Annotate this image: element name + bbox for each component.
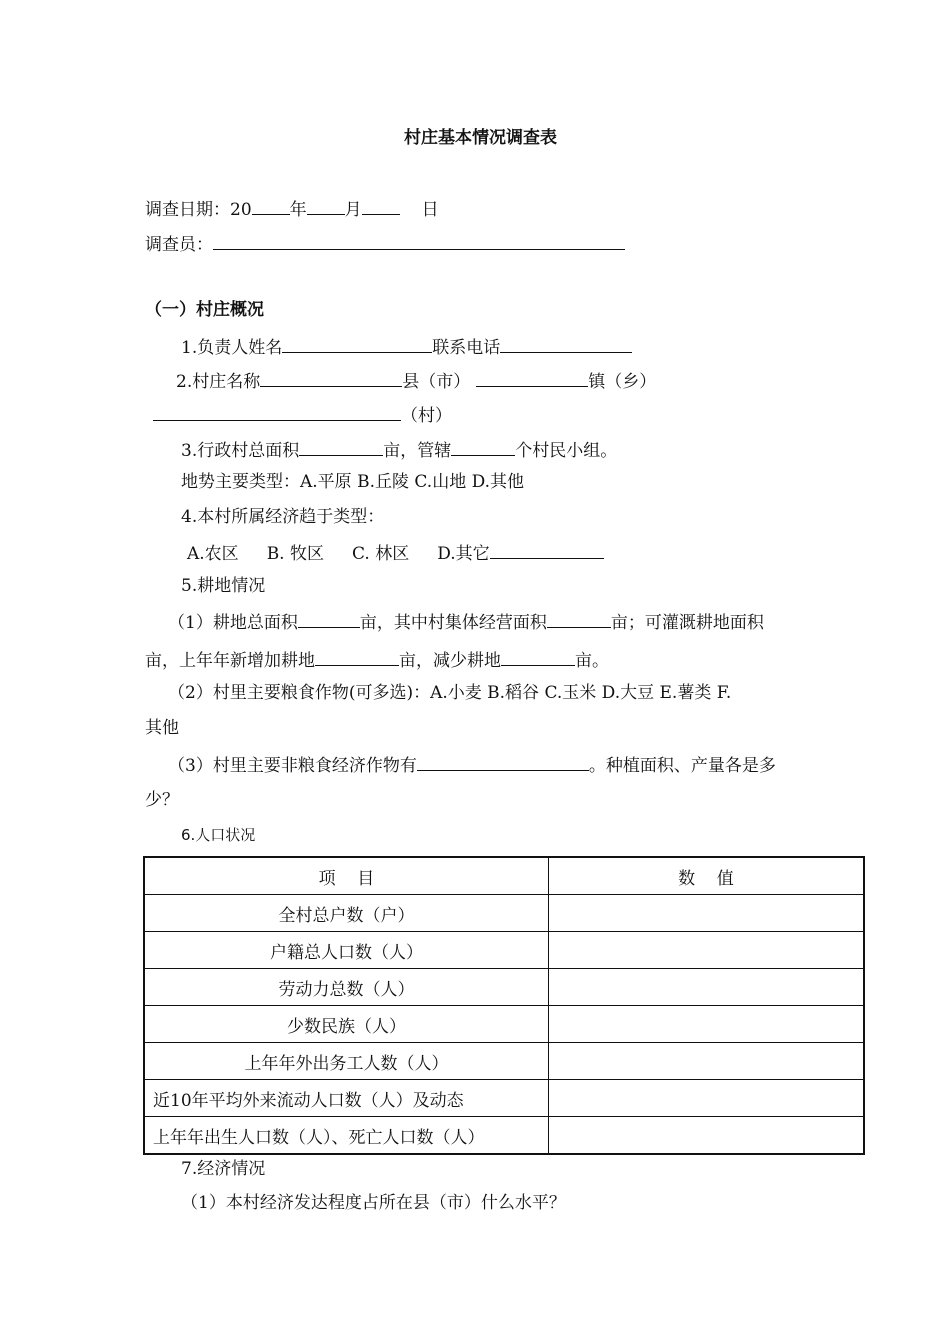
q3-area-label: 3.行政村总面积: [181, 441, 300, 461]
q5-1-reduce-label: 亩，减少耕地: [399, 651, 501, 671]
q5-3-line2: 少？: [145, 790, 179, 810]
q4-line: 4.本村所属经济趋于类型：: [181, 507, 385, 527]
q3-mu-label: 亩，管辖: [383, 441, 452, 461]
table-row: [144, 1080, 864, 1117]
table-row: [144, 969, 864, 1006]
q6-line: 6.人口状况: [181, 826, 256, 844]
village-blank[interactable]: [260, 368, 402, 387]
q2-village-label: 2.村庄名称: [176, 372, 261, 392]
table-header-row: [144, 857, 864, 895]
surveyor-line: [145, 231, 625, 256]
day-blank[interactable]: [362, 196, 400, 215]
new-arable-blank[interactable]: [315, 647, 399, 666]
row-label: 上年年出生人口数（人）、死亡人口数（人）: [144, 1117, 548, 1155]
row-label: 户籍总人口数（人）: [144, 932, 548, 969]
collective-blank[interactable]: [547, 609, 611, 628]
year-label: 年: [289, 200, 307, 220]
value-cell[interactable]: [548, 969, 864, 1006]
q2-county-label: 县（市）: [402, 372, 471, 392]
header-item: 项 目: [144, 857, 548, 895]
q3-line: [181, 437, 617, 462]
value-cell[interactable]: [548, 932, 864, 969]
phone-blank[interactable]: [500, 334, 632, 353]
survey-date-line: [145, 196, 439, 221]
q4-options: [187, 540, 604, 565]
row-label: 近10年平均外来流动人口数（人）及动态: [144, 1080, 548, 1117]
q5-1-irrigable-label: 亩；可灌溉耕地面积: [610, 613, 764, 633]
survey-date-label: 调查日期：20: [145, 200, 252, 220]
q4-option-b[interactable]: B. 牧区: [266, 544, 324, 564]
q2-cun-label: （村）: [401, 406, 452, 426]
page-title: 村庄基本情况调查表: [404, 128, 557, 148]
area-blank[interactable]: [299, 437, 383, 456]
q3-groups-label: 个村民小组。: [515, 441, 618, 461]
cash-crops-blank[interactable]: [417, 752, 589, 771]
q1-line: [181, 334, 632, 359]
q5-3-line: [168, 752, 776, 777]
q5-3-label: （3）村里主要非粮食经济作物有: [168, 756, 417, 776]
q2-line2: [153, 402, 452, 427]
q5-1-new-label: 亩，上年年新增加耕地: [145, 651, 315, 671]
table-row: [144, 932, 864, 969]
reduced-arable-blank[interactable]: [501, 647, 575, 666]
row-label: 全村总户数（户）: [144, 895, 548, 932]
q5-1-collective-label: 亩，其中村集体经营面积: [359, 613, 547, 633]
q5-1-line: [168, 609, 764, 634]
groups-blank[interactable]: [451, 437, 515, 456]
q5-3-question: 。种植面积、产量各是多: [588, 756, 776, 776]
q4-option-c[interactable]: C. 林区: [352, 544, 410, 564]
row-label: 少数民族（人）: [144, 1006, 548, 1043]
q2-line: [176, 368, 656, 393]
q5-1-line2: [145, 647, 609, 672]
q7-1-line: （1）本村经济发达程度占所在县（市）什么水平？: [181, 1193, 566, 1213]
year-blank[interactable]: [252, 196, 290, 215]
table-row: [144, 895, 864, 932]
surveyor-label: 调查员：: [145, 235, 213, 255]
row-label: 上年年外出务工人数（人）: [144, 1043, 548, 1080]
value-cell[interactable]: [548, 1117, 864, 1155]
table-row: [144, 1043, 864, 1080]
town-blank[interactable]: [476, 368, 588, 387]
value-cell[interactable]: [548, 1080, 864, 1117]
q5-2-line2: 其他: [145, 718, 179, 738]
q2-town-label: 镇（乡）: [588, 372, 657, 392]
terrain-line: 地势主要类型：A.平原 B.丘陵 C.山地 D.其他: [181, 472, 525, 492]
q1-name-label: 1.负责人姓名: [181, 338, 283, 358]
q5-line: 5.耕地情况: [181, 576, 266, 596]
arable-total-blank[interactable]: [298, 609, 360, 628]
q4-option-d[interactable]: D.其它: [437, 544, 490, 564]
name-blank[interactable]: [282, 334, 432, 353]
q5-1-end-label: 亩。: [575, 651, 609, 671]
value-cell[interactable]: [548, 895, 864, 932]
q1-phone-label: 联系电话: [432, 338, 501, 358]
population-table: [143, 856, 865, 1155]
q4-option-a[interactable]: A.农区: [187, 544, 239, 564]
table-row: [144, 1006, 864, 1043]
surveyor-blank[interactable]: [213, 231, 625, 250]
value-cell[interactable]: [548, 1043, 864, 1080]
section-heading: （一）村庄概况: [145, 300, 264, 320]
cun-blank[interactable]: [153, 402, 401, 421]
day-label: 日: [421, 200, 439, 220]
header-value: 数 值: [548, 857, 864, 895]
table-row: [144, 1117, 864, 1155]
q7-line: 7.经济情况: [181, 1159, 266, 1179]
q5-1-label: （1）耕地总面积: [168, 613, 298, 633]
q5-2-line: （2）村里主要粮食作物(可多选)：A.小麦 B.稻谷 C.玉米 D.大豆 E.薯类 F.: [168, 683, 732, 703]
other-type-blank[interactable]: [490, 540, 604, 559]
month-label: 月: [344, 200, 362, 220]
value-cell[interactable]: [548, 1006, 864, 1043]
row-label: 劳动力总数（人）: [144, 969, 548, 1006]
month-blank[interactable]: [307, 196, 345, 215]
